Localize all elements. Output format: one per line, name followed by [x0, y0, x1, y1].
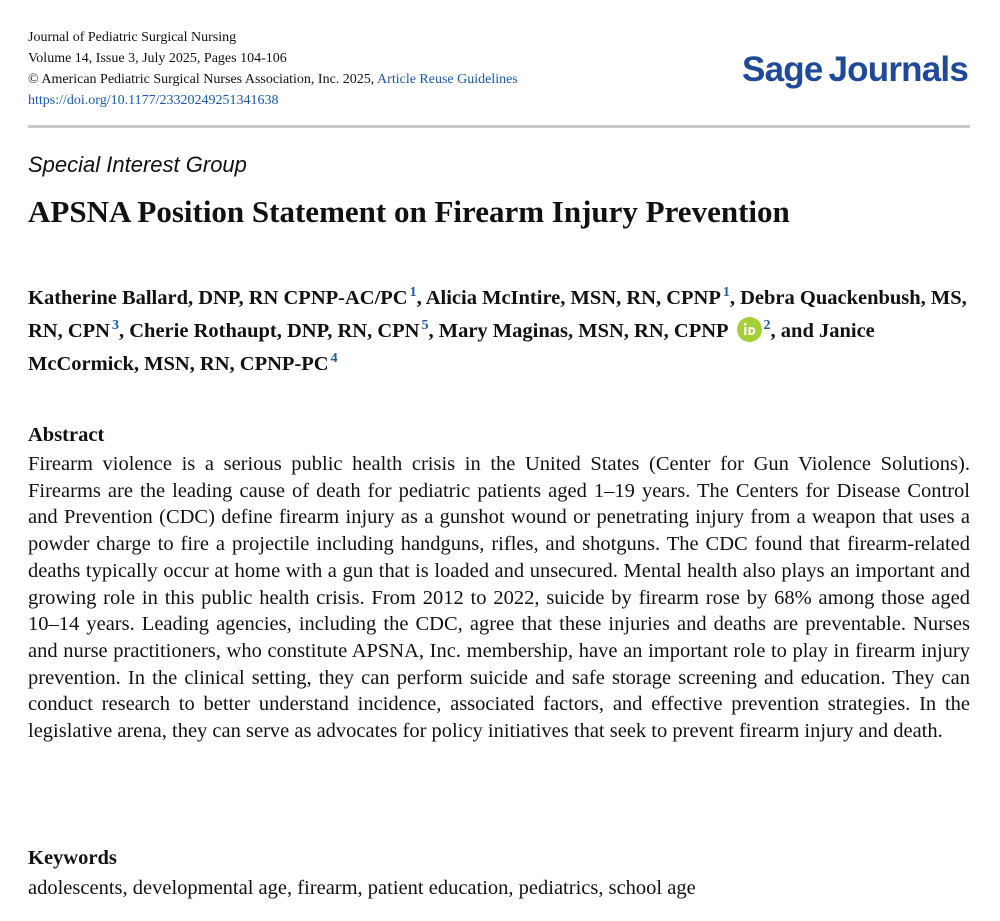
- keywords-list: adolescents, developmental age, firearm, patient education, pediatrics, school age: [28, 877, 696, 899]
- abstract-heading: Abstract: [28, 424, 105, 446]
- journal-name: Journal of Pediatric Surgical Nursing: [28, 30, 237, 45]
- header-divider: [28, 125, 970, 128]
- affiliation-marker[interactable]: 1: [722, 285, 730, 300]
- author-list: [28, 282, 970, 381]
- orcid-icon[interactable]: [737, 317, 762, 342]
- author-separator: , and: [770, 320, 819, 342]
- article-section: Special Interest Group: [28, 152, 247, 177]
- logo-word-journals: Journals: [828, 50, 968, 89]
- affiliation-marker[interactable]: 3: [112, 318, 119, 333]
- affiliation-marker[interactable]: 4: [330, 351, 338, 366]
- affiliation-marker[interactable]: 5: [421, 318, 429, 333]
- volume-issue: Volume 14, Issue 3, July 2025, Pages 104-106: [28, 51, 287, 66]
- copyright-line: [28, 69, 518, 90]
- author[interactable]: Alicia McIntire, MSN, RN, CPNP: [425, 287, 721, 309]
- author[interactable]: Janice McCormick, MSN, RN, CPNP-PC: [28, 320, 875, 375]
- author-separator: ,: [119, 320, 130, 342]
- sage-journals-logo[interactable]: [742, 50, 968, 90]
- author-separator: ,: [416, 287, 426, 309]
- author[interactable]: Cherie Rothaupt, DNP, RN, CPN: [129, 320, 420, 342]
- article-title: APSNA Position Statement on Firearm Injury Prevention: [28, 194, 790, 229]
- logo-word-sage: Sage: [742, 50, 823, 89]
- article-reuse-guidelines-link[interactable]: Article Reuse Guidelines: [377, 72, 518, 87]
- author[interactable]: Mary Maginas, MSN, RN, CPNP: [438, 320, 728, 342]
- abstract-text: Firearm violence is a serious public health crisis in the United States (Center for Gun Violence Solutions). Firearms are the leading cause of death for pediatric patients aged 1–19 years. The Centers for Disease Control and Prevention (CDC) define firearm injury as a gunshot wound or penetrating injury from a weapon that uses a powder charge to fire a projectile including handguns, rifles, and shotguns. The CDC found that firearm-related deaths typically occur at home with a gun that is loaded and unsecured. Mental health also plays an important and growing role in this public health crisis. From 2012 to 2022, suicide by firearm rose by 68% among those aged 10–14 years. Leading agencies, including the CDC, agree that these injuries and deaths are preventable. Nurses and nurse practitioners, who constitute APSNA, Inc. membership, have an important role to play in firearm injury prevention. In the clinical setting, they can perform suicide and safe storage screening and education. They can conduct research to better understand incidence, associated factors, and effective prevention strategies. In the legislative arena, they can serve as advocates for policy initiatives that seek to prevent firearm injury and death.: [28, 453, 970, 743]
- author[interactable]: Katherine Ballard, DNP, RN CPNP-AC/PC: [28, 287, 408, 309]
- publication-info: [28, 27, 518, 111]
- copyright-text: © American Pediatric Surgical Nurses Association, Inc. 2025,: [28, 72, 375, 87]
- affiliation-marker[interactable]: 1: [409, 285, 417, 300]
- doi-link[interactable]: https://doi.org/10.1177/23320249251341638: [28, 93, 279, 108]
- author-separator: ,: [729, 287, 741, 309]
- author[interactable]: Debra Quackenbush, MS, RN, CPN: [28, 287, 967, 342]
- keywords-heading: Keywords: [28, 847, 117, 869]
- author-separator: ,: [428, 320, 439, 342]
- affiliation-marker[interactable]: 2: [763, 318, 771, 333]
